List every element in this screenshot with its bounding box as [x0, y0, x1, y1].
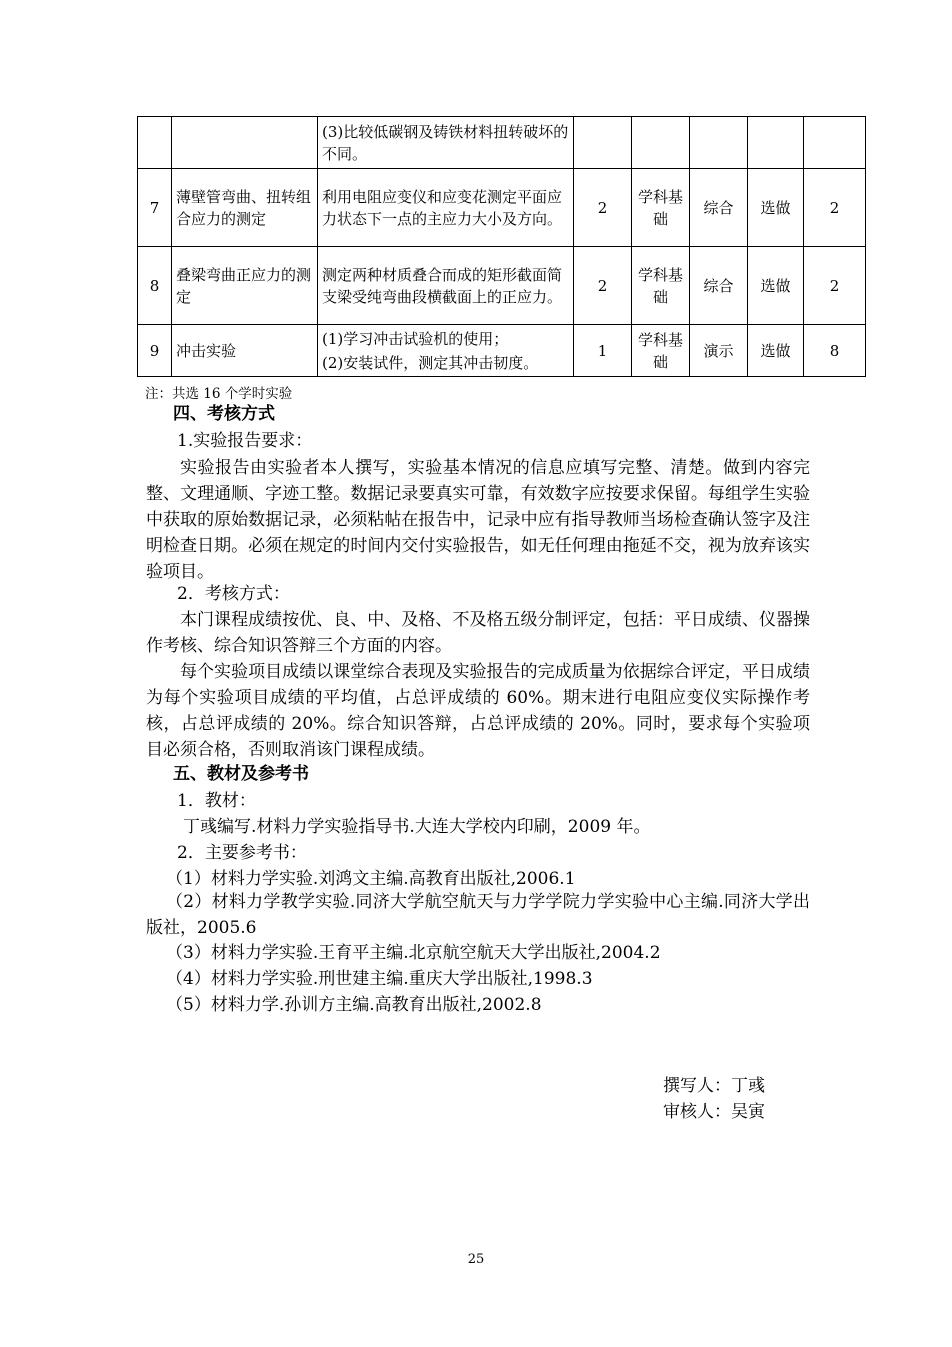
exp-number: 8	[138, 247, 172, 325]
exp-name: 薄壁管弯曲、扭转组合应力的测定	[172, 169, 318, 247]
table-row	[138, 117, 866, 169]
table-row	[138, 169, 866, 247]
section-heading-textbooks: 五、教材及参考书	[173, 764, 309, 784]
table-row	[138, 247, 866, 325]
exp-requirement: 选做	[748, 247, 804, 325]
exp-type	[690, 117, 748, 169]
exp-requirement: 选做	[748, 325, 804, 377]
subheading-references: 2．主要参考书：	[177, 843, 307, 863]
paragraph-grading-scale: 本门课程成绩按优、良、中、及格、不及格五级分制评定，包括：平日成绩、仪器操作考核、综合知识答辩三个方面的内容。	[146, 610, 810, 656]
exp-group-size	[804, 117, 866, 169]
reference-item: （5）材料力学.孙训方主编.高教育出版社,2002.8	[166, 995, 542, 1015]
subheading-textbook: 1．教材：	[177, 791, 256, 811]
exp-description: 利用电阻应变仪和应变花测定平面应力状态下一点的主应力大小及方向。	[318, 169, 574, 247]
section-heading-assessment: 四、考核方式	[173, 404, 275, 424]
exp-number: 7	[138, 169, 172, 247]
exp-hours	[574, 117, 632, 169]
exp-description: (1)学习冲击试验机的使用； (2)安装试件，测定其冲击韧度。	[318, 325, 574, 377]
exp-type: 综合	[690, 169, 748, 247]
author-signature: 撰写人：丁彧	[663, 1076, 765, 1096]
exp-hours: 2	[574, 247, 632, 325]
reference-item: （4）材料力学实验.刑世建主编.重庆大学出版社,1998.3	[166, 969, 593, 989]
subheading-assessment-method: 2．考核方式：	[177, 584, 290, 604]
exp-requirement: 选做	[748, 169, 804, 247]
page-number: 25	[467, 1252, 485, 1267]
textbook-entry: 丁彧编写.材料力学实验指导书.大连大学校内印刷，2009 年。	[183, 817, 651, 837]
exp-category: 学科基础	[632, 247, 690, 325]
reviewer-signature: 审核人：吴寅	[663, 1102, 765, 1122]
reference-item: （3）材料力学实验.王育平主编.北京航空航天大学出版社,2004.2	[166, 943, 661, 963]
table-note: 注：共选 16 个学时实验	[145, 386, 293, 402]
exp-category: 学科基础	[632, 325, 690, 377]
experiment-table	[137, 116, 866, 377]
exp-name: 叠梁弯曲正应力的测定	[172, 247, 318, 325]
exp-description: (3)比较低碳钢及铸铁材料扭转破坏的不同。	[318, 117, 574, 169]
exp-category	[632, 117, 690, 169]
exp-hours: 1	[574, 325, 632, 377]
reference-item: （2）材料力学教学实验.同济大学航空航天与力学学院力学实验中心主编.同济大学出版社，2005.6	[146, 892, 810, 938]
paragraph-grading-detail: 每个实验项目成绩以课堂综合表现及实验报告的完成质量为依据综合评定，平日成绩为每个实验项目成绩的平均值，占总评成绩的 60%。期末进行电阻应变仪实际操作考核，占总评成绩的 20%。综合知识答辩，占总评成绩的 20%。同时，要求每个实验项目必须合格，否则取消该门课程成绩。	[146, 662, 810, 760]
exp-category: 学科基础	[632, 169, 690, 247]
exp-description: 测定两种材质叠合而成的矩形截面简支梁受纯弯曲段横截面上的正应力。	[318, 247, 574, 325]
exp-name	[172, 117, 318, 169]
exp-group-size: 8	[804, 325, 866, 377]
exp-number: 9	[138, 325, 172, 377]
paragraph-report-requirements: 实验报告由实验者本人撰写，实验基本情况的信息应填写完整、清楚。做到内容完整、文理通顺、字迹工整。数据记录要真实可靠，有效数字应按要求保留。每组学生实验中获取的原始数据记录，必须粘帖在报告中，记录中应有指导教师当场检查确认签字及注明检查日期。必须在规定的时间内交付实验报告，如无任何理由拖延不交，视为放弃该实验项目。	[146, 458, 810, 582]
exp-hours: 2	[574, 169, 632, 247]
exp-type: 综合	[690, 247, 748, 325]
table-row	[138, 325, 866, 377]
exp-name: 冲击实验	[172, 325, 318, 377]
subheading-report-requirements: 1.实验报告要求：	[177, 431, 313, 451]
exp-type: 演示	[690, 325, 748, 377]
reference-item: （1）材料力学实验.刘鸿文主编.高教育出版社,2006.1	[166, 869, 576, 889]
exp-group-size: 2	[804, 247, 866, 325]
exp-number	[138, 117, 172, 169]
exp-group-size: 2	[804, 169, 866, 247]
exp-requirement	[748, 117, 804, 169]
